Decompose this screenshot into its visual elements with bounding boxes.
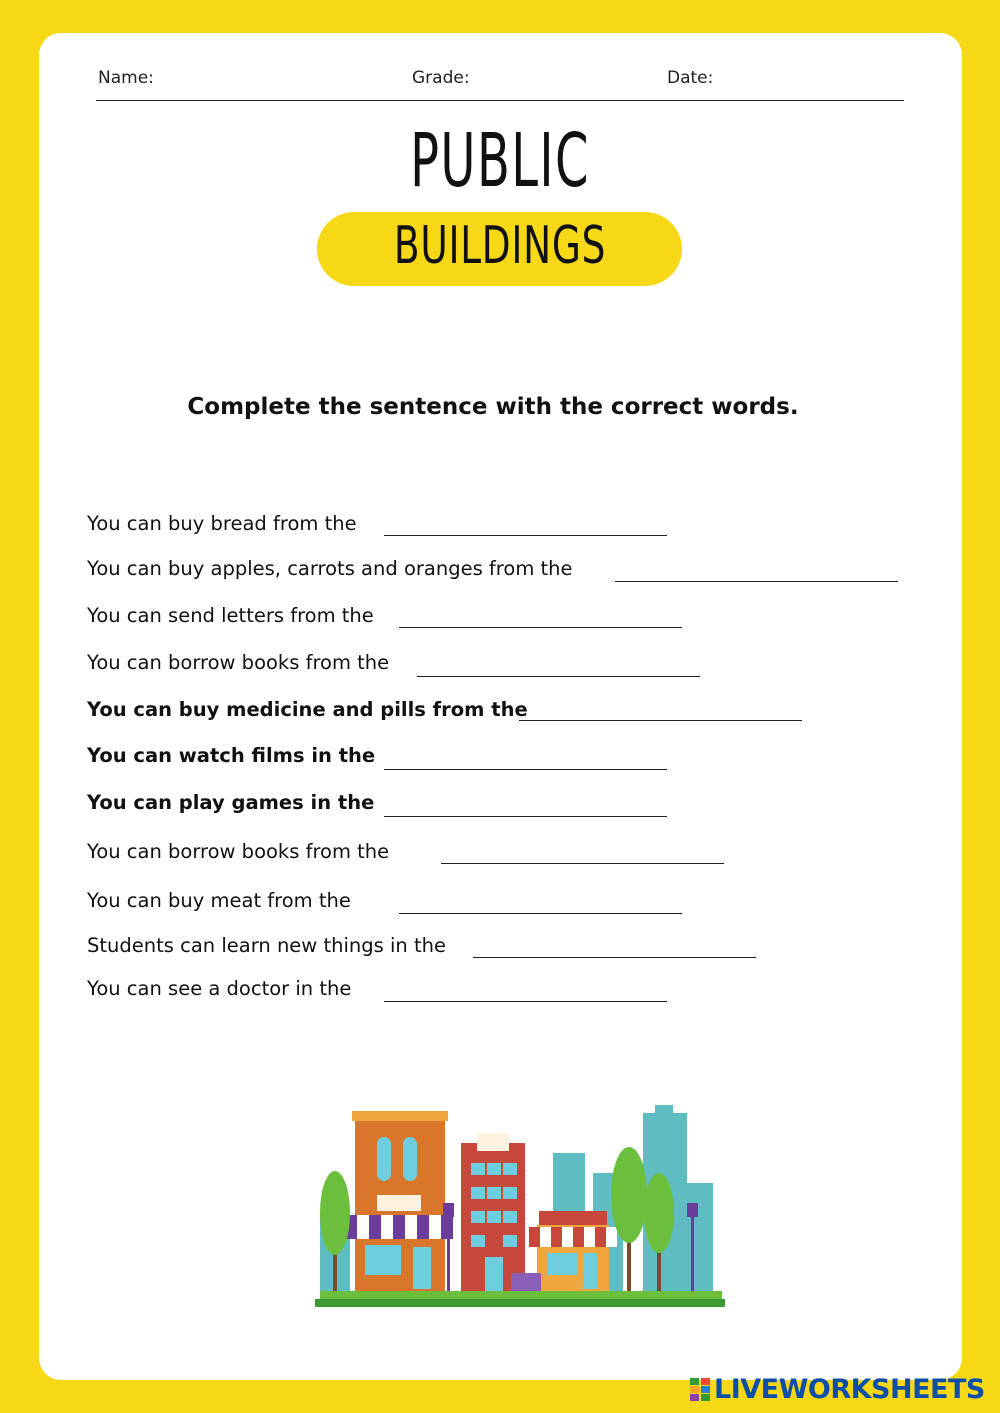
question-7: You can play games in the bbox=[87, 791, 375, 814]
question-2: You can buy apples, carrots and oranges from the bbox=[87, 557, 573, 580]
question-6: You can watch films in the bbox=[87, 744, 376, 767]
question-3: You can send letters from the bbox=[87, 604, 374, 627]
question-8: You can borrow books from the bbox=[87, 840, 390, 863]
answer-blank-8[interactable] bbox=[441, 863, 724, 864]
question-9: You can buy meat from the bbox=[87, 889, 351, 912]
name-label: Name: bbox=[98, 68, 154, 88]
answer-blank-4[interactable] bbox=[417, 676, 700, 677]
question-1: You can buy bread from the bbox=[87, 512, 357, 535]
grade-label: Grade: bbox=[412, 68, 470, 88]
question-10: Students can learn new things in the bbox=[87, 934, 446, 957]
question-5: You can buy medicine and pills from the bbox=[87, 698, 528, 721]
liveworksheets-logo-icon bbox=[690, 1376, 712, 1402]
liveworksheets-watermark bbox=[690, 1373, 985, 1405]
title-line-1: PUBLIC bbox=[410, 118, 590, 204]
question-4: You can borrow books from the bbox=[87, 651, 390, 674]
answer-blank-10[interactable] bbox=[473, 957, 756, 958]
answer-blank-7[interactable] bbox=[384, 816, 667, 817]
answer-blank-3[interactable] bbox=[399, 627, 682, 628]
title-line-2: BUILDINGS bbox=[393, 216, 607, 276]
instruction-text: Complete the sentence with the correct words. bbox=[187, 394, 799, 420]
answer-blank-9[interactable] bbox=[399, 913, 682, 914]
answer-blank-5[interactable] bbox=[519, 720, 802, 721]
answer-blank-1[interactable] bbox=[384, 535, 667, 536]
date-label: Date: bbox=[667, 68, 714, 88]
town-buildings-illustration bbox=[315, 1105, 725, 1315]
student-info-header bbox=[96, 64, 904, 101]
answer-blank-6[interactable] bbox=[384, 769, 667, 770]
brand-name: LIVEWORKSHEETS bbox=[714, 1373, 985, 1405]
answer-blank-2[interactable] bbox=[615, 581, 898, 582]
question-11: You can see a doctor in the bbox=[87, 977, 352, 1000]
answer-blank-11[interactable] bbox=[384, 1001, 667, 1002]
